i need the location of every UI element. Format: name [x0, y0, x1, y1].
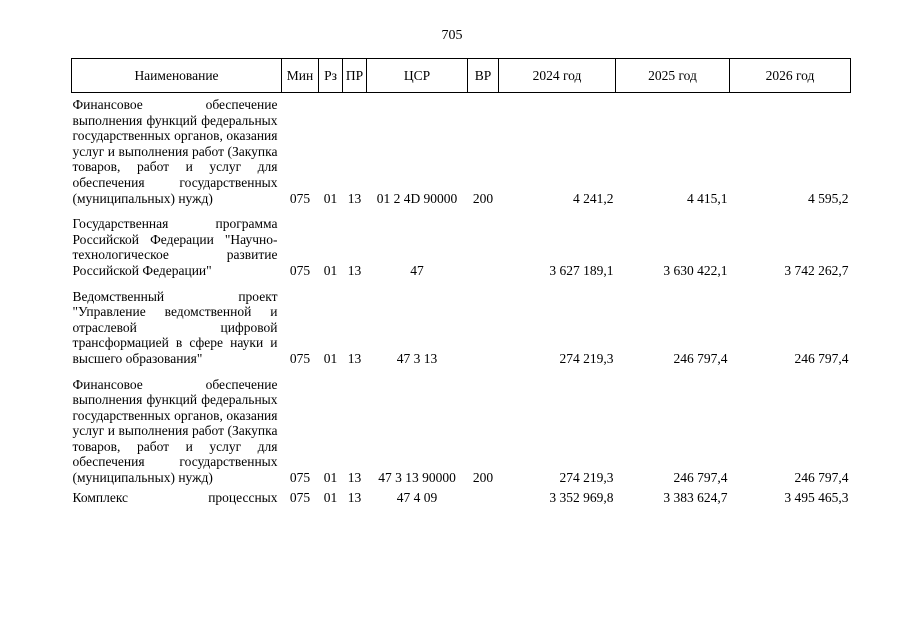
header-2026: 2026 год	[730, 59, 851, 93]
row-vr	[468, 216, 499, 278]
row-2024: 274 219,3	[559, 470, 614, 486]
row-csr: 47 3 13 90000	[378, 470, 456, 486]
row-pr: 13	[347, 489, 362, 505]
table-row	[72, 216, 851, 278]
row-2024: 3 627 189,1	[549, 262, 614, 278]
header-rz: Рз	[319, 59, 343, 93]
header-2024: 2024 год	[499, 59, 616, 93]
row-name: Ведомственный проект "Управление ведомственной и отраслевой цифровой трансформацией в сфере науки и высшего образования"	[72, 288, 278, 366]
row-name: Финансовое обеспечение выполнения функций федеральных государственных органов, оказания услуг и выполнения работ (Закупка товаров, работ и услуг для обеспечения государственных (муниципальных) нужд)	[72, 376, 278, 486]
row-vr	[468, 289, 499, 367]
row-2026: 246 797,4	[794, 350, 849, 366]
row-min: 075	[289, 262, 311, 278]
table-header	[72, 59, 851, 93]
row-2025: 3 630 422,1	[663, 262, 728, 278]
table-row	[72, 93, 851, 207]
row-name: Государственная программа Российской Федерации "Научно-технологическое развитие Российской Федерации"	[72, 216, 278, 278]
row-2026: 246 797,4	[794, 470, 849, 486]
row-2024: 4 241,2	[573, 190, 614, 206]
row-2025: 246 797,4	[673, 470, 728, 486]
row-name: Комплекс процессных	[72, 489, 278, 505]
row-csr: 01 2 4D 90000	[376, 190, 458, 206]
header-vr: ВР	[468, 59, 499, 93]
row-rz: 01	[323, 190, 338, 206]
row-vr	[468, 490, 499, 506]
row-2025: 4 415,1	[687, 190, 728, 206]
row-name: Финансовое обеспечение выполнения функций федеральных государственных органов, оказания услуг и выполнения работ (Закупка товаров, работ и услуг для обеспечения государственных (муниципальных) нужд)	[72, 97, 278, 206]
row-spacer	[72, 367, 851, 377]
header-min: Мин	[282, 59, 319, 93]
row-pr: 13	[347, 262, 362, 278]
row-rz: 01	[323, 489, 338, 505]
row-pr: 13	[347, 190, 362, 206]
table-row	[72, 289, 851, 367]
row-csr: 47	[410, 262, 424, 278]
row-spacer	[72, 206, 851, 216]
row-pr: 13	[347, 470, 362, 486]
table-row	[72, 490, 851, 506]
header-name: Наименование	[72, 59, 282, 93]
row-pr: 13	[347, 350, 362, 366]
header-2025: 2025 год	[616, 59, 730, 93]
row-rz: 01	[323, 470, 338, 486]
row-min: 075	[289, 190, 311, 206]
header-csr: ЦСР	[367, 59, 468, 93]
budget-table	[71, 58, 851, 505]
row-2024: 274 219,3	[559, 350, 614, 366]
row-csr: 47 4 09	[396, 489, 438, 505]
row-spacer	[72, 279, 851, 289]
row-min: 075	[289, 470, 311, 486]
table-row	[72, 377, 851, 486]
row-rz: 01	[323, 350, 338, 366]
page-number: 705	[441, 28, 463, 43]
table-body	[72, 93, 851, 506]
header-pr: ПР	[343, 59, 367, 93]
row-2026: 3 495 465,3	[784, 489, 849, 505]
row-vr: 200	[472, 190, 494, 206]
row-2025: 246 797,4	[673, 350, 728, 366]
row-2024: 3 352 969,8	[549, 489, 614, 505]
row-2026: 4 595,2	[808, 190, 849, 206]
row-min: 075	[289, 350, 311, 366]
row-2026: 3 742 262,7	[784, 262, 849, 278]
row-vr: 200	[472, 470, 494, 486]
row-2025: 3 383 624,7	[663, 489, 728, 505]
row-rz: 01	[323, 262, 338, 278]
row-min: 075	[289, 489, 311, 505]
row-csr: 47 3 13	[396, 350, 438, 366]
